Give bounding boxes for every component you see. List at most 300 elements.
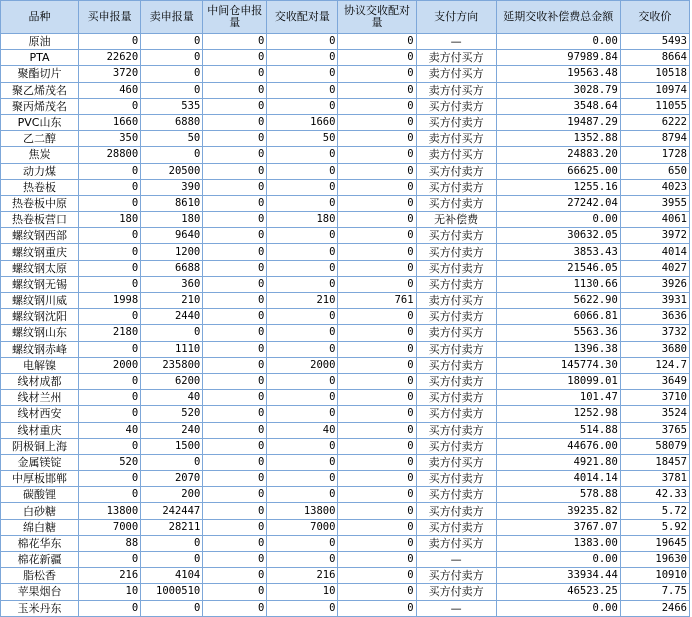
cell-delivery-price: 124.7 <box>621 358 689 373</box>
cell-sell-qty: 240 <box>141 423 202 438</box>
cell-delivery-price: 3524 <box>621 406 689 421</box>
cell-matched-qty: 0 <box>267 439 337 454</box>
cell-delivery-price: 58079 <box>621 439 689 454</box>
cell-intermediate-qty: 0 <box>203 390 266 405</box>
cell-agreement-matched-qty: 0 <box>338 309 415 324</box>
cell-intermediate-qty: 0 <box>203 309 266 324</box>
table-row <box>1 277 689 292</box>
col-header-buy-qty: 买申报量 <box>79 1 140 33</box>
cell-delivery-price: 1728 <box>621 147 689 162</box>
cell-payment-direction: 买方付卖方 <box>417 115 496 130</box>
cell-buy-qty: 0 <box>79 228 140 243</box>
cell-buy-qty: 2000 <box>79 358 140 373</box>
cell-agreement-matched-qty: 0 <box>338 66 415 81</box>
cell-agreement-matched-qty: 0 <box>338 520 415 535</box>
cell-sell-qty: 0 <box>141 66 202 81</box>
cell-delivery-price: 3972 <box>621 228 689 243</box>
cell-matched-qty: 0 <box>267 487 337 502</box>
cell-compensation-total: 39235.82 <box>497 503 620 518</box>
cell-buy-qty: 40 <box>79 423 140 438</box>
cell-matched-qty: 0 <box>267 147 337 162</box>
cell-sell-qty: 1000510 <box>141 584 202 599</box>
cell-intermediate-qty: 0 <box>203 455 266 470</box>
cell-delivery-price: 10974 <box>621 83 689 98</box>
cell-sell-qty: 0 <box>141 325 202 340</box>
cell-payment-direction: 卖方付买方 <box>417 147 496 162</box>
cell-payment-direction: 买方付卖方 <box>417 309 496 324</box>
cell-payment-direction: 买方付卖方 <box>417 228 496 243</box>
cell-compensation-total: 1252.98 <box>497 406 620 421</box>
cell-payment-direction: 买方付卖方 <box>417 439 496 454</box>
cell-buy-qty: 0 <box>79 390 140 405</box>
cell-matched-qty: 0 <box>267 50 337 65</box>
cell-matched-qty: 180 <box>267 212 337 227</box>
cell-matched-qty: 0 <box>267 552 337 567</box>
col-header-agreement-matched-qty: 协议交收配对量 <box>338 1 415 33</box>
cell-payment-direction: 买方付卖方 <box>417 374 496 389</box>
cell-variety: 聚酯切片 <box>1 66 78 81</box>
cell-matched-qty: 0 <box>267 342 337 357</box>
cell-buy-qty: 0 <box>79 164 140 179</box>
cell-agreement-matched-qty: 0 <box>338 584 415 599</box>
cell-agreement-matched-qty: 0 <box>338 487 415 502</box>
cell-buy-qty: 216 <box>79 568 140 583</box>
cell-buy-qty: 0 <box>79 261 140 276</box>
cell-agreement-matched-qty: 0 <box>338 261 415 276</box>
cell-sell-qty: 4104 <box>141 568 202 583</box>
cell-sell-qty: 0 <box>141 34 202 49</box>
cell-compensation-total: 1130.66 <box>497 277 620 292</box>
cell-variety: 热卷板营口 <box>1 212 78 227</box>
cell-intermediate-qty: 0 <box>203 520 266 535</box>
cell-payment-direction: — <box>417 552 496 567</box>
table-row <box>1 180 689 195</box>
cell-buy-qty: 0 <box>79 374 140 389</box>
cell-buy-qty: 22620 <box>79 50 140 65</box>
cell-agreement-matched-qty: 0 <box>338 244 415 259</box>
table-row <box>1 358 689 373</box>
cell-payment-direction: 买方付卖方 <box>417 584 496 599</box>
cell-compensation-total: 1255.16 <box>497 180 620 195</box>
cell-compensation-total: 514.88 <box>497 423 620 438</box>
cell-agreement-matched-qty: 0 <box>338 180 415 195</box>
cell-delivery-price: 4027 <box>621 261 689 276</box>
table-row <box>1 83 689 98</box>
cell-variety: PVC山东 <box>1 115 78 130</box>
table-row <box>1 66 689 81</box>
cell-payment-direction: 买方付卖方 <box>417 196 496 211</box>
cell-variety: 螺纹钢西部 <box>1 228 78 243</box>
cell-matched-qty: 0 <box>267 66 337 81</box>
cell-buy-qty: 1998 <box>79 293 140 308</box>
cell-intermediate-qty: 0 <box>203 358 266 373</box>
cell-payment-direction: 买方付卖方 <box>417 487 496 502</box>
col-header-payment-direction: 支付方向 <box>417 1 496 33</box>
cell-buy-qty: 0 <box>79 34 140 49</box>
cell-intermediate-qty: 0 <box>203 180 266 195</box>
cell-compensation-total: 3548.64 <box>497 99 620 114</box>
cell-variety: 线材重庆 <box>1 423 78 438</box>
cell-agreement-matched-qty: 0 <box>338 568 415 583</box>
cell-agreement-matched-qty: 0 <box>338 455 415 470</box>
cell-buy-qty: 460 <box>79 83 140 98</box>
cell-buy-qty: 0 <box>79 180 140 195</box>
cell-sell-qty: 242447 <box>141 503 202 518</box>
cell-agreement-matched-qty: 0 <box>338 131 415 146</box>
table-row <box>1 423 689 438</box>
table-row <box>1 503 689 518</box>
cell-intermediate-qty: 0 <box>203 423 266 438</box>
col-header-variety: 品种 <box>1 1 78 33</box>
cell-delivery-price: 3931 <box>621 293 689 308</box>
cell-intermediate-qty: 0 <box>203 568 266 583</box>
cell-variety: 碳酸锂 <box>1 487 78 502</box>
cell-delivery-price: 3955 <box>621 196 689 211</box>
cell-variety: 螺纹钢太原 <box>1 261 78 276</box>
cell-delivery-price: 4014 <box>621 244 689 259</box>
cell-matched-qty: 7000 <box>267 520 337 535</box>
cell-compensation-total: 578.88 <box>497 487 620 502</box>
table-row <box>1 584 689 599</box>
cell-buy-qty: 10 <box>79 584 140 599</box>
cell-variety: 绵白糖 <box>1 520 78 535</box>
table-row <box>1 439 689 454</box>
cell-compensation-total: 24883.20 <box>497 147 620 162</box>
cell-sell-qty: 200 <box>141 487 202 502</box>
cell-payment-direction: 买方付卖方 <box>417 261 496 276</box>
cell-sell-qty: 6880 <box>141 115 202 130</box>
cell-compensation-total: 3767.07 <box>497 520 620 535</box>
cell-delivery-price: 3926 <box>621 277 689 292</box>
cell-sell-qty: 390 <box>141 180 202 195</box>
cell-matched-qty: 0 <box>267 196 337 211</box>
cell-buy-qty: 88 <box>79 536 140 551</box>
table-row <box>1 520 689 535</box>
cell-sell-qty: 8610 <box>141 196 202 211</box>
cell-compensation-total: 101.47 <box>497 390 620 405</box>
cell-delivery-price: 42.33 <box>621 487 689 502</box>
cell-payment-direction: 卖方付买方 <box>417 66 496 81</box>
cell-matched-qty: 0 <box>267 601 337 616</box>
cell-intermediate-qty: 0 <box>203 601 266 616</box>
cell-payment-direction: 卖方付买方 <box>417 50 496 65</box>
cell-intermediate-qty: 0 <box>203 115 266 130</box>
cell-compensation-total: 0.00 <box>497 601 620 616</box>
cell-delivery-price: 5.72 <box>621 503 689 518</box>
cell-delivery-price: 8664 <box>621 50 689 65</box>
cell-buy-qty: 1660 <box>79 115 140 130</box>
cell-compensation-total: 19487.29 <box>497 115 620 130</box>
cell-payment-direction: 卖方付买方 <box>417 455 496 470</box>
cell-variety: 乙二醇 <box>1 131 78 146</box>
table-row <box>1 487 689 502</box>
cell-intermediate-qty: 0 <box>203 228 266 243</box>
cell-matched-qty: 0 <box>267 390 337 405</box>
cell-intermediate-qty: 0 <box>203 131 266 146</box>
cell-intermediate-qty: 0 <box>203 439 266 454</box>
cell-intermediate-qty: 0 <box>203 487 266 502</box>
cell-delivery-price: 4023 <box>621 180 689 195</box>
cell-buy-qty: 0 <box>79 601 140 616</box>
cell-compensation-total: 0.00 <box>497 34 620 49</box>
cell-sell-qty: 50 <box>141 131 202 146</box>
cell-delivery-price: 5.92 <box>621 520 689 535</box>
cell-delivery-price: 3781 <box>621 471 689 486</box>
cell-intermediate-qty: 0 <box>203 99 266 114</box>
cell-payment-direction: 买方付卖方 <box>417 180 496 195</box>
cell-agreement-matched-qty: 0 <box>338 552 415 567</box>
table-row <box>1 342 689 357</box>
cell-sell-qty: 1500 <box>141 439 202 454</box>
cell-matched-qty: 0 <box>267 34 337 49</box>
cell-agreement-matched-qty: 0 <box>338 228 415 243</box>
cell-agreement-matched-qty: 0 <box>338 423 415 438</box>
cell-buy-qty: 0 <box>79 406 140 421</box>
cell-compensation-total: 3853.43 <box>497 244 620 259</box>
cell-intermediate-qty: 0 <box>203 261 266 276</box>
cell-agreement-matched-qty: 0 <box>338 164 415 179</box>
cell-variety: 苹果烟台 <box>1 584 78 599</box>
cell-buy-qty: 28800 <box>79 147 140 162</box>
cell-matched-qty: 0 <box>267 374 337 389</box>
table-row <box>1 131 689 146</box>
cell-sell-qty: 0 <box>141 50 202 65</box>
cell-variety: 电解镍 <box>1 358 78 373</box>
cell-buy-qty: 0 <box>79 244 140 259</box>
cell-intermediate-qty: 0 <box>203 342 266 357</box>
cell-variety: 螺纹钢山东 <box>1 325 78 340</box>
table-row <box>1 536 689 551</box>
cell-matched-qty: 0 <box>267 180 337 195</box>
cell-delivery-price: 2466 <box>621 601 689 616</box>
table-row <box>1 601 689 616</box>
cell-sell-qty: 20500 <box>141 164 202 179</box>
cell-delivery-price: 10518 <box>621 66 689 81</box>
cell-variety: 线材西安 <box>1 406 78 421</box>
cell-variety: 螺纹钢沈阳 <box>1 309 78 324</box>
cell-agreement-matched-qty: 0 <box>338 536 415 551</box>
cell-sell-qty: 40 <box>141 390 202 405</box>
cell-delivery-price: 3680 <box>621 342 689 357</box>
cell-sell-qty: 360 <box>141 277 202 292</box>
cell-compensation-total: 5563.36 <box>497 325 620 340</box>
cell-buy-qty: 0 <box>79 439 140 454</box>
cell-payment-direction: 买方付卖方 <box>417 358 496 373</box>
cell-sell-qty: 210 <box>141 293 202 308</box>
cell-intermediate-qty: 0 <box>203 196 266 211</box>
cell-buy-qty: 13800 <box>79 503 140 518</box>
cell-matched-qty: 1660 <box>267 115 337 130</box>
cell-variety: 原油 <box>1 34 78 49</box>
cell-payment-direction: 买方付卖方 <box>417 406 496 421</box>
cell-matched-qty: 50 <box>267 131 337 146</box>
cell-agreement-matched-qty: 0 <box>338 406 415 421</box>
cell-compensation-total: 1352.88 <box>497 131 620 146</box>
col-header-compensation-total: 延期交收补偿费总金额 <box>497 1 620 33</box>
cell-buy-qty: 0 <box>79 342 140 357</box>
cell-payment-direction: 卖方付买方 <box>417 293 496 308</box>
cell-matched-qty: 0 <box>267 406 337 421</box>
cell-matched-qty: 0 <box>267 277 337 292</box>
cell-matched-qty: 0 <box>267 325 337 340</box>
cell-delivery-price: 3765 <box>621 423 689 438</box>
cell-sell-qty: 0 <box>141 601 202 616</box>
cell-payment-direction: — <box>417 601 496 616</box>
col-header-sell-qty: 卖申报量 <box>141 1 202 33</box>
table-row <box>1 455 689 470</box>
cell-variety: 棉花华东 <box>1 536 78 551</box>
cell-payment-direction: 买方付卖方 <box>417 423 496 438</box>
cell-buy-qty: 520 <box>79 455 140 470</box>
table-row <box>1 196 689 211</box>
cell-compensation-total: 1383.00 <box>497 536 620 551</box>
cell-intermediate-qty: 0 <box>203 50 266 65</box>
table-row <box>1 212 689 227</box>
cell-payment-direction: 买方付卖方 <box>417 471 496 486</box>
cell-variety: 螺纹钢无锡 <box>1 277 78 292</box>
cell-matched-qty: 2000 <box>267 358 337 373</box>
col-header-intermediate-qty: 中间仓申报量 <box>203 1 266 33</box>
cell-variety: 热卷板 <box>1 180 78 195</box>
cell-payment-direction: 买方付卖方 <box>417 244 496 259</box>
cell-sell-qty: 6688 <box>141 261 202 276</box>
cell-buy-qty: 180 <box>79 212 140 227</box>
cell-sell-qty: 235800 <box>141 358 202 373</box>
cell-variety: 玉米丹东 <box>1 601 78 616</box>
table-row <box>1 228 689 243</box>
cell-agreement-matched-qty: 0 <box>338 601 415 616</box>
cell-variety: 白砂糖 <box>1 503 78 518</box>
table-body <box>1 34 689 616</box>
cell-compensation-total: 6066.81 <box>497 309 620 324</box>
cell-delivery-price: 18457 <box>621 455 689 470</box>
cell-buy-qty: 0 <box>79 487 140 502</box>
table-row <box>1 471 689 486</box>
cell-variety: 焦炭 <box>1 147 78 162</box>
table-row <box>1 50 689 65</box>
table-row <box>1 374 689 389</box>
cell-sell-qty: 1110 <box>141 342 202 357</box>
cell-matched-qty: 0 <box>267 164 337 179</box>
cell-payment-direction: 买方付卖方 <box>417 503 496 518</box>
table-row <box>1 325 689 340</box>
cell-payment-direction: 买方付卖方 <box>417 164 496 179</box>
cell-compensation-total: 0.00 <box>497 552 620 567</box>
cell-agreement-matched-qty: 0 <box>338 34 415 49</box>
cell-sell-qty: 0 <box>141 552 202 567</box>
cell-matched-qty: 0 <box>267 244 337 259</box>
cell-sell-qty: 2440 <box>141 309 202 324</box>
cell-matched-qty: 0 <box>267 309 337 324</box>
cell-compensation-total: 145774.30 <box>497 358 620 373</box>
cell-matched-qty: 0 <box>267 536 337 551</box>
cell-buy-qty: 0 <box>79 99 140 114</box>
cell-payment-direction: 卖方付买方 <box>417 325 496 340</box>
cell-agreement-matched-qty: 0 <box>338 439 415 454</box>
cell-variety: 线材成都 <box>1 374 78 389</box>
cell-delivery-price: 4061 <box>621 212 689 227</box>
cell-payment-direction: — <box>417 34 496 49</box>
cell-delivery-price: 19645 <box>621 536 689 551</box>
cell-buy-qty: 3720 <box>79 66 140 81</box>
cell-intermediate-qty: 0 <box>203 374 266 389</box>
cell-delivery-price: 6222 <box>621 115 689 130</box>
cell-variety: PTA <box>1 50 78 65</box>
cell-payment-direction: 无补偿费 <box>417 212 496 227</box>
cell-variety: 聚丙烯茂名 <box>1 99 78 114</box>
cell-payment-direction: 卖方付买方 <box>417 131 496 146</box>
cell-payment-direction: 买方付卖方 <box>417 99 496 114</box>
cell-agreement-matched-qty: 0 <box>338 115 415 130</box>
cell-intermediate-qty: 0 <box>203 471 266 486</box>
table-row <box>1 293 689 308</box>
cell-intermediate-qty: 0 <box>203 244 266 259</box>
cell-payment-direction: 买方付卖方 <box>417 520 496 535</box>
cell-buy-qty: 7000 <box>79 520 140 535</box>
cell-compensation-total: 66625.00 <box>497 164 620 179</box>
cell-compensation-total: 5622.90 <box>497 293 620 308</box>
cell-agreement-matched-qty: 0 <box>338 503 415 518</box>
cell-variety: 金属镁锭 <box>1 455 78 470</box>
cell-intermediate-qty: 0 <box>203 34 266 49</box>
cell-variety: 螺纹钢川威 <box>1 293 78 308</box>
cell-buy-qty: 0 <box>79 277 140 292</box>
table-row <box>1 309 689 324</box>
cell-intermediate-qty: 0 <box>203 83 266 98</box>
cell-compensation-total: 21546.05 <box>497 261 620 276</box>
cell-agreement-matched-qty: 0 <box>338 277 415 292</box>
cell-intermediate-qty: 0 <box>203 147 266 162</box>
table-row <box>1 568 689 583</box>
cell-variety: 热卷板中原 <box>1 196 78 211</box>
cell-matched-qty: 0 <box>267 83 337 98</box>
cell-delivery-price: 5493 <box>621 34 689 49</box>
cell-delivery-price: 3636 <box>621 309 689 324</box>
cell-payment-direction: 买方付卖方 <box>417 568 496 583</box>
cell-variety: 动力煤 <box>1 164 78 179</box>
cell-buy-qty: 2180 <box>79 325 140 340</box>
cell-compensation-total: 97989.84 <box>497 50 620 65</box>
cell-variety: 螺纹钢赤峰 <box>1 342 78 357</box>
cell-delivery-price: 650 <box>621 164 689 179</box>
table-row <box>1 552 689 567</box>
cell-agreement-matched-qty: 0 <box>338 325 415 340</box>
cell-buy-qty: 0 <box>79 196 140 211</box>
cell-compensation-total: 4014.14 <box>497 471 620 486</box>
table-row <box>1 406 689 421</box>
cell-payment-direction: 卖方付买方 <box>417 536 496 551</box>
table-header-row <box>1 1 689 33</box>
cell-matched-qty: 0 <box>267 261 337 276</box>
cell-matched-qty: 0 <box>267 471 337 486</box>
cell-compensation-total: 18099.01 <box>497 374 620 389</box>
cell-sell-qty: 1200 <box>141 244 202 259</box>
cell-compensation-total: 0.00 <box>497 212 620 227</box>
cell-intermediate-qty: 0 <box>203 277 266 292</box>
cell-variety: 脂松香 <box>1 568 78 583</box>
cell-compensation-total: 33934.44 <box>497 568 620 583</box>
table-row <box>1 115 689 130</box>
cell-variety: 螺纹钢重庆 <box>1 244 78 259</box>
table-row <box>1 261 689 276</box>
cell-intermediate-qty: 0 <box>203 66 266 81</box>
cell-agreement-matched-qty: 0 <box>338 471 415 486</box>
cell-delivery-price: 10910 <box>621 568 689 583</box>
cell-compensation-total: 44676.00 <box>497 439 620 454</box>
cell-agreement-matched-qty: 0 <box>338 147 415 162</box>
cell-sell-qty: 0 <box>141 536 202 551</box>
cell-agreement-matched-qty: 0 <box>338 196 415 211</box>
